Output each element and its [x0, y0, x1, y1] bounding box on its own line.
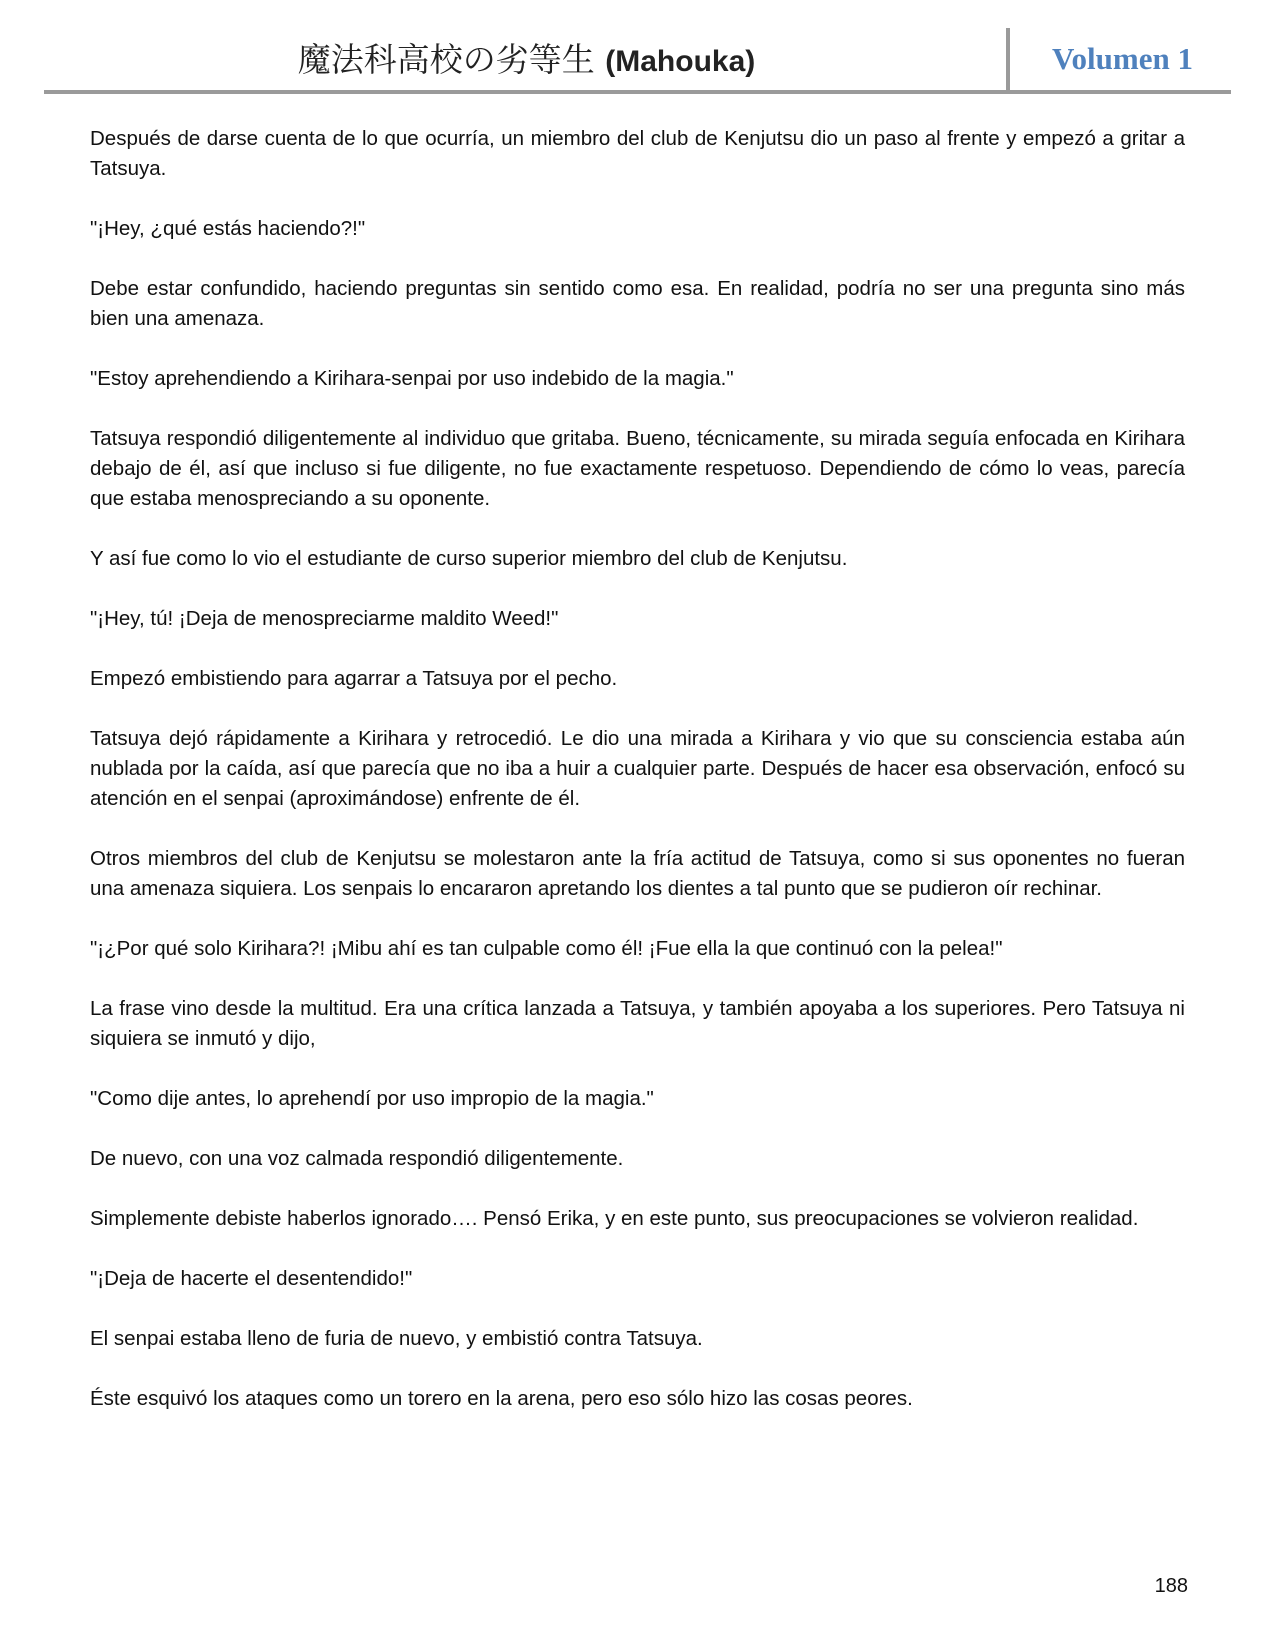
page-number: 188 [1154, 1575, 1188, 1597]
paragraph: La frase vino desde la multitud. Era una crítica lanzada a Tatsuya, y también apoyaba a los superiores. Pero Tatsuya ni siquiera se inmutó y dijo, [90, 997, 1185, 1050]
header-horizontal-rule [44, 90, 1231, 94]
body-text [90, 124, 1185, 1444]
paragraph: Tatsuya dejó rápidamente a Kirihara y retrocedió. Le dio una mirada a Kirihara y vio que su consciencia estaba aún nublada por la caída, así que parecía que no iba a huir a cualquier parte. Después de hacer esa observación, enfocó su atención en el senpai (aproximándose) enfrente de él. [90, 727, 1185, 810]
paragraph: Simplemente debiste haberlos ignorado…. Pensó Erika, y en este punto, sus preocupaciones se volvieron realidad. [90, 1207, 1139, 1230]
paragraph: Y así fue como lo vio el estudiante de curso superior miembro del club de Kenjutsu. [90, 547, 848, 570]
paragraph: Éste esquivó los ataques como un torero en la arena, pero eso sólo hizo las cosas peores. [90, 1387, 913, 1410]
paragraph: "¡Hey, ¿qué estás haciendo?!" [90, 217, 366, 240]
paragraph: Tatsuya respondió diligentemente al individuo que gritaba. Bueno, técnicamente, su mirada seguía enfocada en Kirihara debajo de él, así que incluso si fue diligente, no fue exactamente respetuoso. Dependiendo de cómo lo veas, parecía que estaba menospreciando a su oponente. [90, 427, 1185, 510]
paragraph: Debe estar confundido, haciendo preguntas sin sentido como esa. En realidad, podría no ser una pregunta sino más bien una amenaza. [90, 277, 1185, 330]
paragraph: "Como dije antes, lo aprehendí por uso impropio de la magia." [90, 1087, 654, 1110]
header-title-latin: (Mahouka) [605, 45, 756, 78]
header-volume-label: Volumen 1 [1052, 41, 1193, 76]
page-header [44, 28, 1231, 94]
paragraph: Después de darse cuenta de lo que ocurría, un miembro del club de Kenjutsu dio un paso al frente y empezó a gritar a Tatsuya. [90, 127, 1185, 180]
paragraph: Empezó embistiendo para agarrar a Tatsuya por el pecho. [90, 667, 618, 690]
paragraph: "Estoy aprehendiendo a Kirihara-senpai por uso indebido de la magia." [90, 367, 734, 390]
paragraph: Otros miembros del club de Kenjutsu se molestaron ante la fría actitud de Tatsuya, como si sus oponentes no fueran una amenaza siquiera. Los senpais lo encararon apretando los dientes a tal punto que se pudieron oír rechinar. [90, 847, 1185, 900]
header-title [44, 36, 1009, 86]
paragraph: De nuevo, con una voz calmada respondió diligentemente. [90, 1147, 624, 1170]
header-title-japanese: 魔法科高校の劣等生 [297, 40, 595, 79]
paragraph: "¡Deja de hacerte el desentendido!" [90, 1267, 413, 1290]
header-vertical-divider [1006, 28, 1010, 92]
paragraph: El senpai estaba lleno de furia de nuevo, y embistió contra Tatsuya. [90, 1327, 703, 1350]
paragraph: "¡Hey, tú! ¡Deja de menospreciarme maldito Weed!" [90, 607, 559, 630]
paragraph: "¡¿Por qué solo Kirihara?! ¡Mibu ahí es tan culpable como él! ¡Fue ella la que continuó con la pelea!" [90, 937, 1003, 960]
